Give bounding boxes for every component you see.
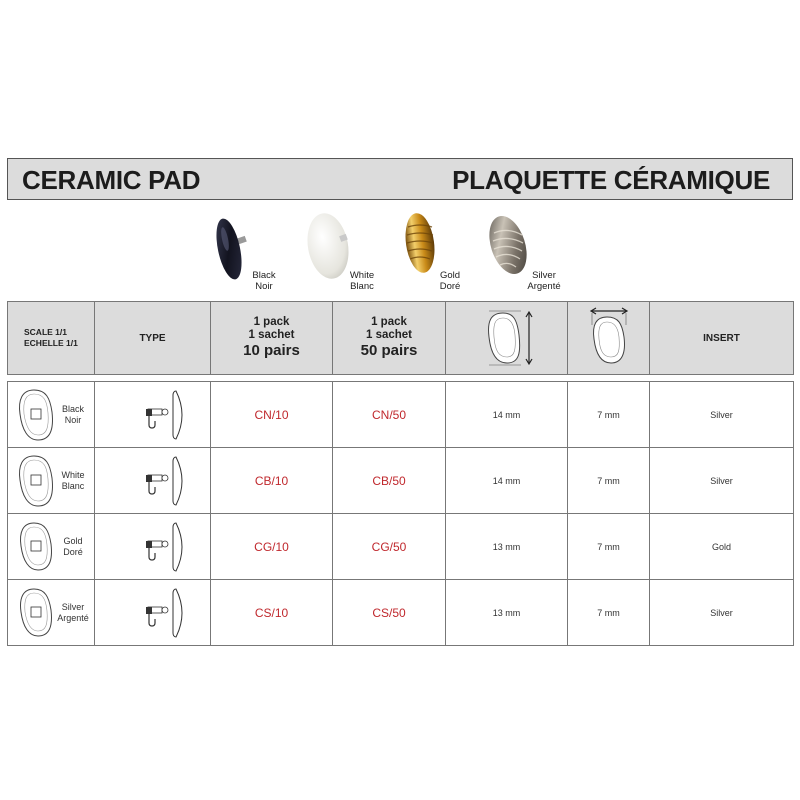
swatch-black (200, 205, 300, 300)
swatch-label-en: Silver (532, 270, 556, 281)
swatch-label-en: Black (252, 270, 276, 281)
height-value: 13 mm (446, 580, 568, 646)
width-value: 7 mm (568, 448, 650, 514)
swatch-label-en: White (349, 270, 375, 281)
ref-50-pairs: CB/50 (333, 448, 446, 514)
height-value: 13 mm (446, 514, 568, 580)
ref-10-pairs: CN/10 (211, 382, 333, 448)
pad-side-profile-icon (118, 517, 188, 575)
ref-10-pairs: CG/10 (211, 514, 333, 580)
header-type: TYPE (95, 302, 211, 375)
row-color-fr: Noir (64, 414, 82, 425)
row-color-fr: Argenté (57, 612, 89, 623)
width-value: 7 mm (568, 514, 650, 580)
ref-50-pairs: CN/50 (333, 382, 446, 448)
header-table (7, 301, 794, 375)
pad-side-profile-icon (118, 451, 188, 509)
title-bar (7, 158, 793, 200)
row-color-fr: Doré (63, 546, 83, 557)
table-row (8, 514, 794, 580)
ref-10-pairs: CS/10 (211, 580, 333, 646)
insert-value: Silver (650, 580, 794, 646)
row-color-en: White (61, 469, 85, 480)
width-value: 7 mm (568, 382, 650, 448)
header-width-diagram (568, 302, 650, 375)
type-cell (95, 448, 211, 514)
pad-scale-cell (8, 448, 95, 514)
pad-scale-cell (8, 382, 95, 448)
insert-value: Silver (650, 382, 794, 448)
title-french: PLAQUETTE CÉRAMIQUE (452, 165, 770, 195)
pad-side-profile-icon (118, 385, 188, 443)
swatch-label-fr: Blanc (350, 281, 374, 292)
header-pack-50: 1 pack 1 sachet 50 pairs (333, 302, 446, 375)
row-color-en: Gold (63, 535, 83, 546)
ref-50-pairs: CS/50 (333, 580, 446, 646)
ref-10-pairs: CB/10 (211, 448, 333, 514)
type-cell (95, 514, 211, 580)
swatch-label-en: Gold (439, 270, 461, 281)
pad-height-icon (467, 305, 547, 369)
pad-outline-icon (14, 452, 58, 510)
insert-value: Silver (650, 448, 794, 514)
type-cell (95, 382, 211, 448)
type-cell (95, 580, 211, 646)
ref-50-pairs: CG/50 (333, 514, 446, 580)
header-height-diagram (446, 302, 568, 375)
swatch-label-fr: Doré (439, 281, 461, 292)
pad-scale-cell (8, 514, 95, 580)
row-color-en: Black (61, 403, 84, 414)
pad-outline-icon (14, 386, 58, 444)
header-scale: SCALE 1/1 ECHELLE 1/1 (8, 302, 95, 375)
insert-value: Gold (650, 514, 794, 580)
pad-outline-icon (14, 518, 58, 576)
height-value: 14 mm (446, 382, 568, 448)
row-color-fr: Blanc (61, 480, 85, 491)
swatch-gold (390, 205, 490, 300)
header-pack-10: 1 pack 1 sachet 10 pairs (211, 302, 333, 375)
table-row (8, 448, 794, 514)
swatch-label-fr: Noir (255, 281, 273, 292)
pad-side-profile-icon (118, 583, 188, 641)
swatch-white (300, 205, 400, 300)
width-value: 7 mm (568, 580, 650, 646)
height-value: 14 mm (446, 448, 568, 514)
row-color-en: Silver (61, 601, 85, 612)
swatch-silver (478, 205, 578, 300)
pad-outline-icon (14, 584, 58, 642)
table-row (8, 580, 794, 646)
product-table (7, 381, 794, 646)
table-row (8, 382, 794, 448)
title-english: CERAMIC PAD (22, 165, 201, 195)
color-swatches (0, 205, 800, 300)
pad-scale-cell (8, 580, 95, 646)
header-insert: INSERT (650, 302, 794, 375)
swatch-label-fr: Argenté (527, 281, 561, 292)
pad-width-icon (574, 305, 644, 369)
